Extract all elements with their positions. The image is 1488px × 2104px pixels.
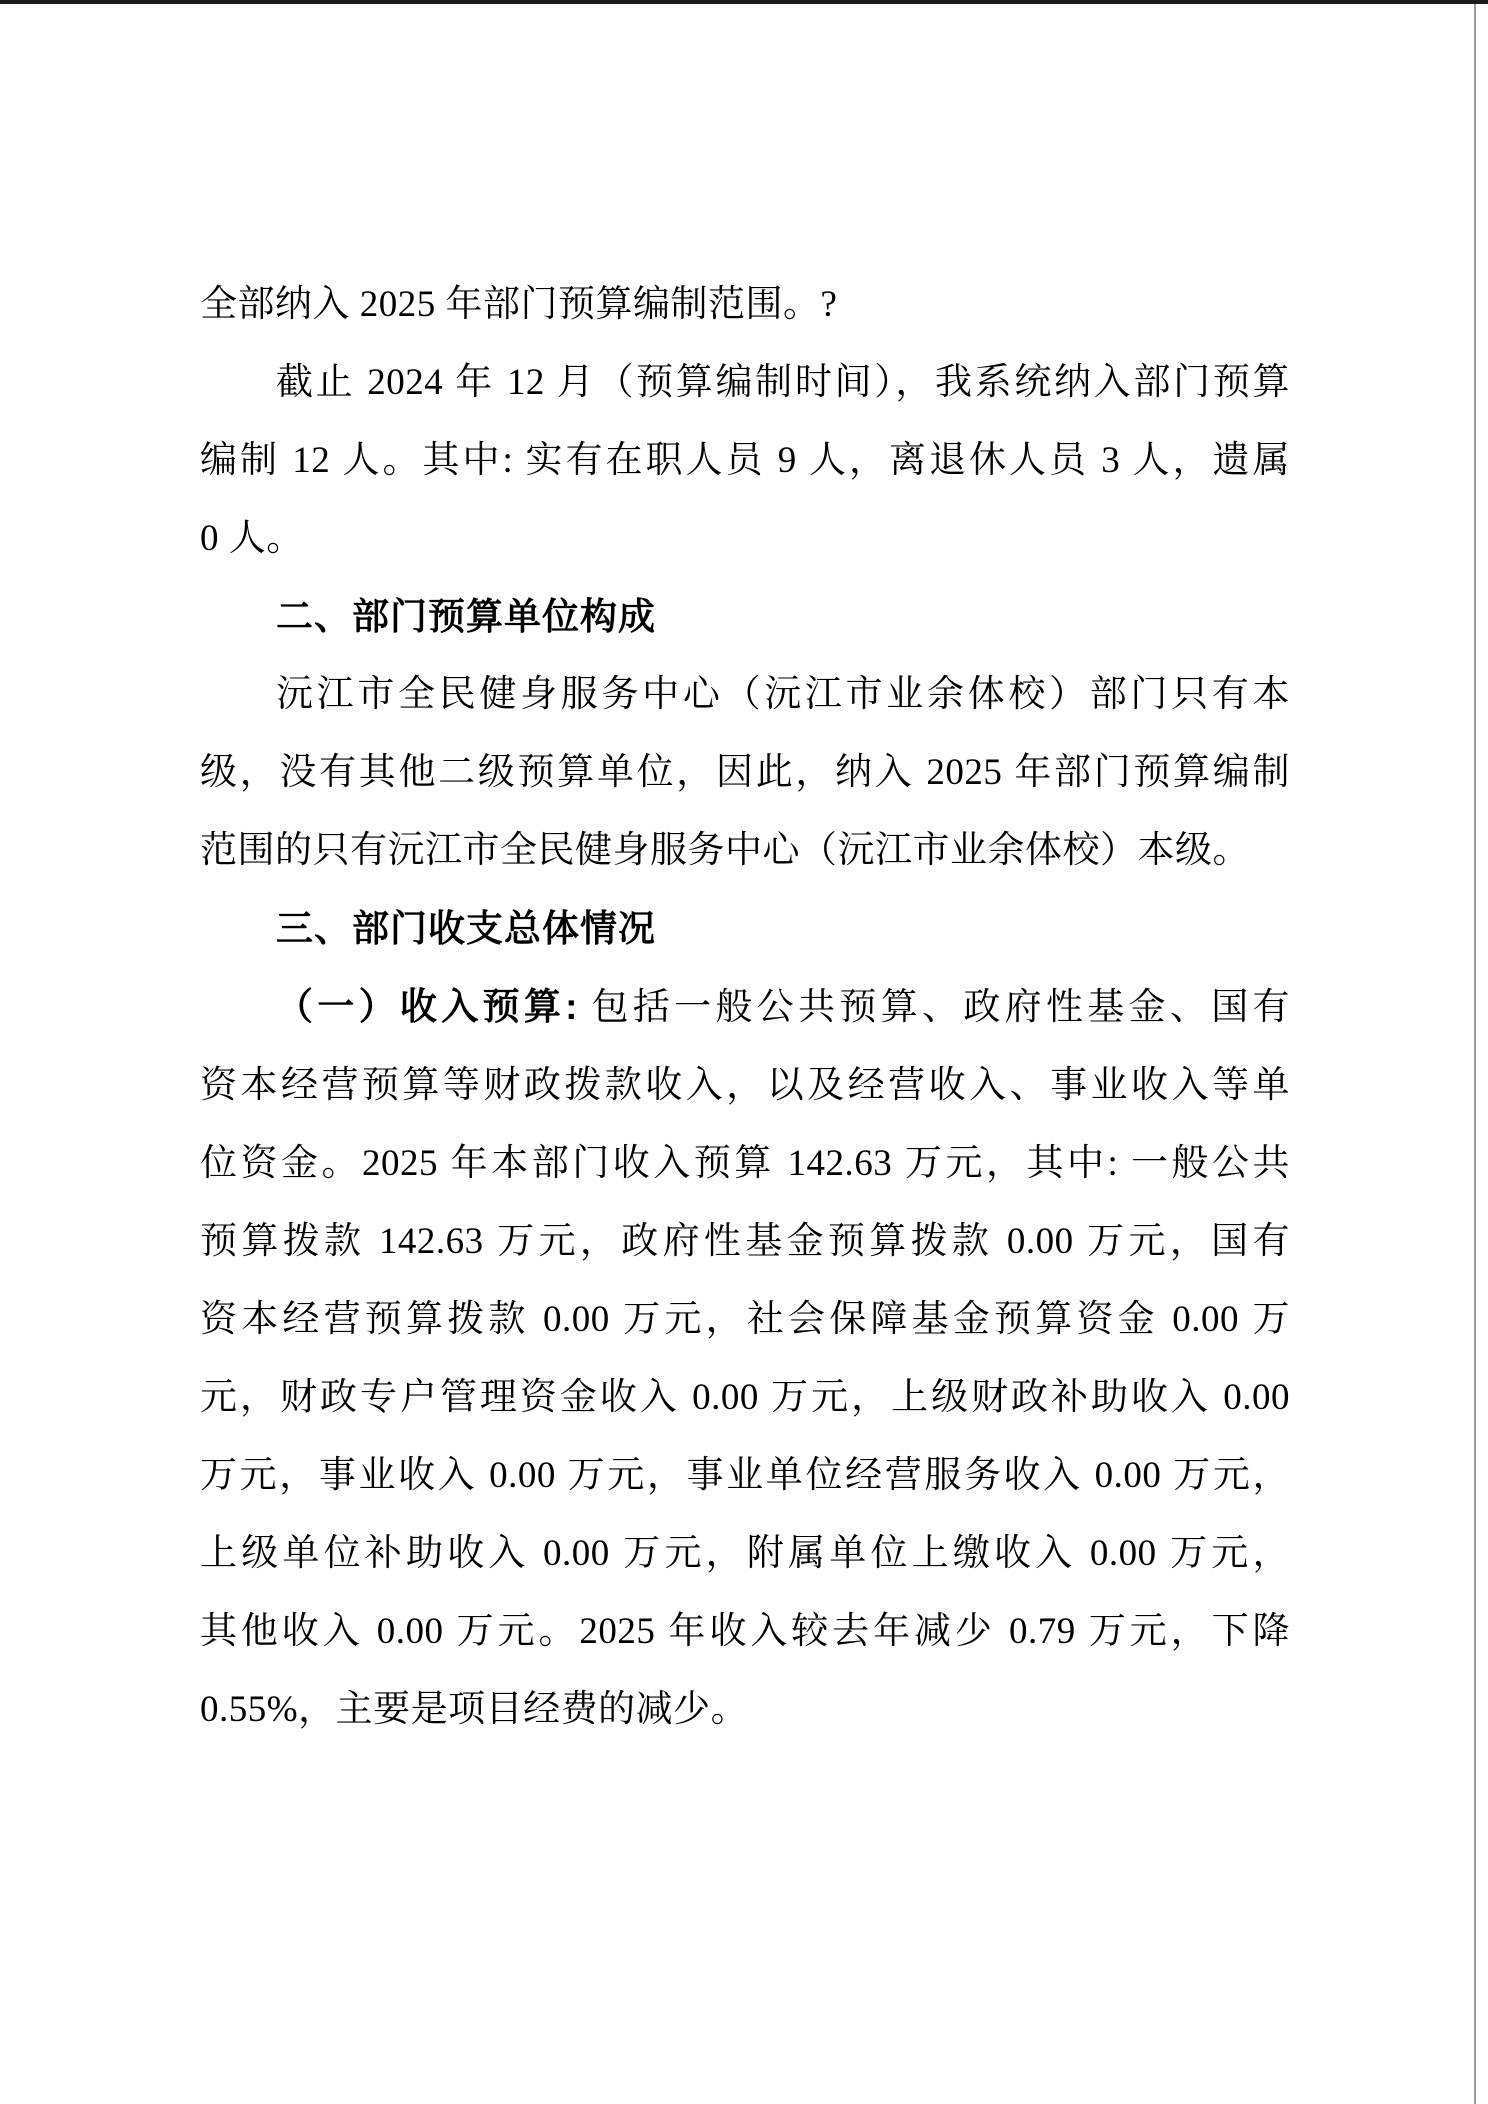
text-line: 截止 2024 年 12 月（预算编制时间），我系统纳入部门预算 xyxy=(276,362,1290,403)
text-line: 沅江市全民健身服务中心（沅江市业余体校）部门只有本 xyxy=(276,674,1290,715)
text-line: 0.55%，主要是项目经费的减少。 xyxy=(200,1689,749,1730)
text-line: 元，财政专户管理资金收入 0.00 万元，上级财政补助收入 0.00 xyxy=(200,1377,1290,1418)
text-line: 0 人。 xyxy=(200,518,304,559)
document-body xyxy=(200,266,1290,1749)
text-line: 位资金。2025 年本部门收入预算 142.63 万元，其中: 一般公共 xyxy=(200,1143,1290,1184)
text-line: 级，没有其他二级预算单位，因此，纳入 2025 年部门预算编制 xyxy=(200,752,1290,793)
text-line: 资本经营预算拨款 0.00 万元，社会保障基金预算资金 0.00 万 xyxy=(200,1299,1290,1340)
page-right-edge xyxy=(1474,4,1476,2104)
paragraph-lead-bold: （一）收入预算: xyxy=(276,986,578,1027)
text-line: 上级单位补助收入 0.00 万元，附属单位上缴收入 0.00 万元， xyxy=(200,1533,1290,1574)
text-line: 预算拨款 142.63 万元，政府性基金预算拨款 0.00 万元，国有 xyxy=(200,1221,1290,1262)
text-line: 全部纳入 2025 年部门预算编制范围。? xyxy=(200,284,838,325)
text-line: 其他收入 0.00 万元。2025 年收入较去年减少 0.79 万元，下降 xyxy=(200,1611,1290,1652)
section-heading: 三、部门收支总体情况 xyxy=(276,908,656,949)
text-line: 资本经营预算等财政拨款收入，以及经营收入、事业收入等单 xyxy=(200,1065,1290,1106)
text-line: 万元，事业收入 0.00 万元，事业单位经营服务收入 0.00 万元， xyxy=(200,1455,1290,1496)
page-top-edge xyxy=(0,0,1488,4)
section-heading: 二、部门预算单位构成 xyxy=(276,596,656,637)
text-line: 范围的只有沅江市全民健身服务中心（沅江市业余体校）本级。 xyxy=(200,830,1250,871)
text-line: （一）收入预算: 包括一般公共预算、政府性基金、国有 xyxy=(276,986,1291,1028)
text-line: 编制 12 人。其中: 实有在职人员 9 人，离退休人员 3 人，遗属 xyxy=(200,440,1290,481)
